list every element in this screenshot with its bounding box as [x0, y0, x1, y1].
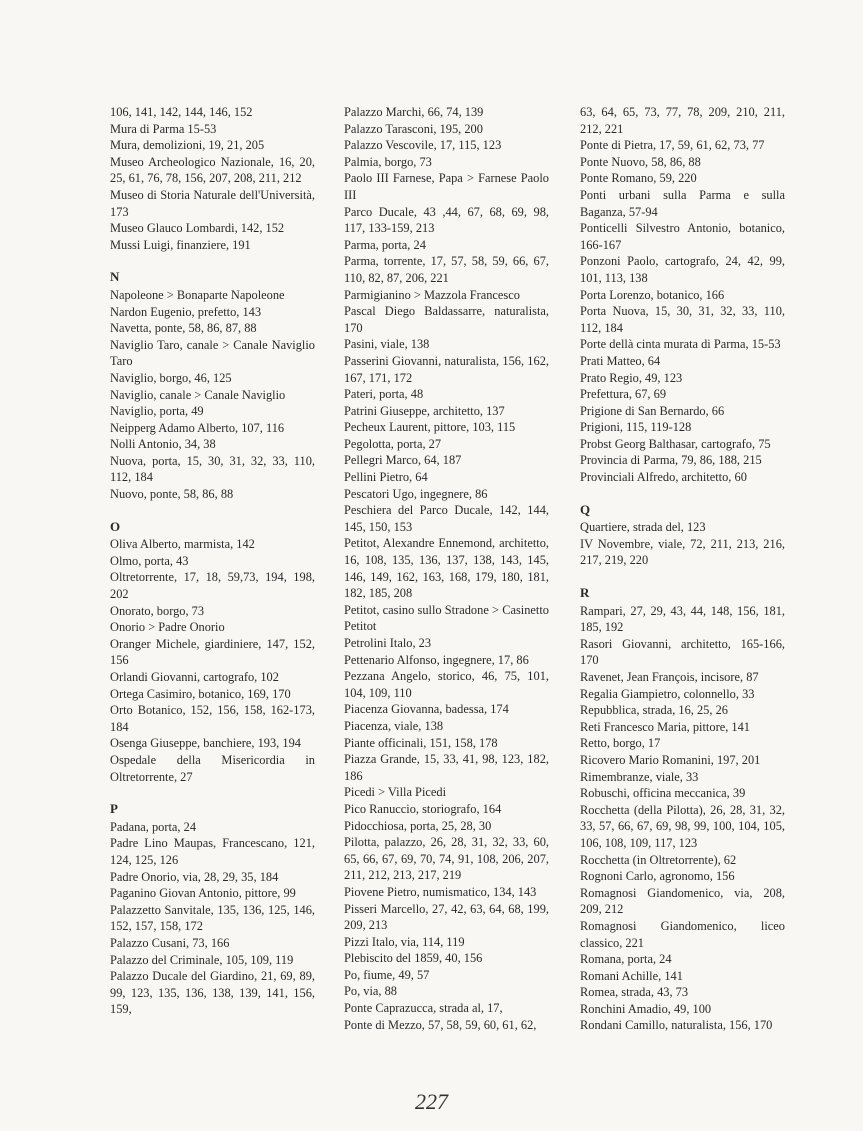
index-entry: Provinciali Alfredo, architetto, 60: [580, 470, 747, 485]
index-entry: Porte dellà cinta murata di Parma, 15-53: [580, 337, 781, 352]
index-entry: Parco Ducale, 43 ,44, 67, 68, 69, 98, 117, 133-159, 213: [344, 204, 549, 236]
index-entry: Pilotta, palazzo, 26, 28, 31, 32, 33, 60, 65, 66, 67, 69, 70, 74, 91, 108, 206, 207, 211, 212, 213, 217, 219: [344, 835, 549, 883]
index-entry: Museo Glauco Lombardi, 142, 152: [110, 221, 285, 236]
index-entry: Ponzoni Paolo, cartografo, 24, 42, 99, 101, 113, 138: [580, 254, 785, 285]
index-entry: Palazzo Vescovile, 17, 115, 123: [344, 138, 502, 153]
index-entry: Rocchetta (in Oltretorrente), 62: [580, 852, 737, 867]
index-entry: Rasori Giovanni, architetto, 165-166, 170: [580, 636, 785, 668]
index-entry: Parma, torrente, 17, 57, 58, 59, 66, 67, 110, 82, 87, 206, 221: [344, 254, 549, 285]
index-entry: Naviglio, canale > Canale Naviglio: [110, 387, 286, 402]
index-entry: Petitot, Alexandre Ennemond, architetto, 16, 108, 135, 136, 137, 138, 143, 145, 146, 149, 162, 163, 168, 179, 180, 181, 182, 185, 208: [344, 536, 549, 601]
index-entry: Naviglio, porta, 49: [110, 404, 204, 419]
index-entry: Pizzi Italo, via, 114, 119: [344, 934, 465, 949]
index-entry: Pettenario Alfonso, ingegnere, 17, 86: [344, 652, 529, 667]
index-entry: Napoleone > Bonaparte Napoleone: [110, 287, 285, 302]
index-entry: Prato Regio, 49, 123: [580, 370, 683, 385]
index-entry: Naviglio Taro, canale > Canale Naviglio Taro: [110, 337, 315, 369]
index-entry: Regalia Giampietro, colonnello, 33: [580, 686, 755, 701]
index-entry: IV Novembre, viale, 72, 211, 213, 216, 217, 219, 220: [580, 536, 785, 568]
index-entry: Mussi Luigi, finanziere, 191: [110, 237, 251, 252]
index-entry: Ponte di Mezzo, 57, 58, 59, 60, 61, 62,: [344, 1017, 537, 1032]
index-entry: Rimembranze, viale, 33: [580, 769, 699, 784]
index-entry: Ortega Casimiro, botanico, 169, 170: [110, 686, 291, 701]
index-entry: Parma, porta, 24: [344, 237, 426, 252]
index-letter-heading: N: [110, 269, 120, 285]
index-entry: Petitot, casino sullo Stradone > Casinetto Petitot: [344, 602, 549, 634]
index-entry: Palazzo Cusani, 73, 166: [110, 935, 230, 950]
index-entry: Osenga Giuseppe, banchiere, 193, 194: [110, 736, 301, 751]
index-entry: Mura, demolizioni, 19, 21, 205: [110, 138, 265, 153]
page-number: 227: [415, 1089, 448, 1114]
index-entry: Romagnosi Giandomenico, liceo classico, 221: [580, 918, 785, 950]
index-entry: Museo di Storia Naturale dell'Università, 173: [110, 187, 315, 219]
index-entry: Palazzetto Sanvitale, 135, 136, 125, 146, 152, 157, 158, 172: [110, 902, 315, 934]
index-entry: Nardon Eugenio, prefetto, 143: [110, 304, 262, 319]
index-entry: Romea, strada, 43, 73: [580, 985, 689, 1000]
index-entry: Porta Lorenzo, botanico, 166: [580, 287, 725, 302]
index-entry: Palmia, borgo, 73: [344, 154, 432, 169]
index-entry: Piante officinali, 151, 158, 178: [344, 735, 498, 750]
index-entry: Museo Archeologico Nazionale, 16, 20, 25, 61, 76, 78, 156, 207, 208, 211, 212: [110, 154, 315, 186]
index-entry: Padana, porta, 24: [110, 819, 197, 834]
index-entry: Picedi > Villa Picedi: [344, 785, 447, 800]
index-entry: Paganino Giovan Antonio, pittore, 99: [110, 886, 296, 901]
index-entry: Onorato, borgo, 73: [110, 603, 205, 618]
index-entry: Petrolini Italo, 23: [344, 636, 432, 650]
index-letter-heading: R: [580, 585, 590, 601]
index-entry: Pico Ranuccio, storiografo, 164: [344, 801, 502, 816]
index-entry: Po, fiume, 49, 57: [344, 967, 430, 982]
index-entry: Oliva Alberto, marmista, 142: [110, 537, 255, 552]
index-entry: Paolo III Farnese, Papa > Farnese Paolo III: [344, 171, 549, 202]
index-entry: Ponte Nuovo, 58, 86, 88: [580, 154, 701, 169]
index-entry: Peschiera del Parco Ducale, 142, 144, 145, 150, 153: [344, 503, 549, 534]
index-entry: Piacenza Giovanna, badessa, 174: [344, 702, 509, 717]
index-entry: Ponti urbani sulla Parma e sulla Baganza, 57-94: [580, 187, 785, 219]
index-entry: Pasini, viale, 138: [344, 337, 430, 352]
index-column-2: [344, 104, 549, 1033]
index-entry: Ponticelli Silvestro Antonio, botanico, 166-167: [580, 221, 785, 252]
index-entry: Prati Matteo, 64: [580, 353, 661, 368]
index-letter-heading: O: [110, 518, 121, 534]
index-entry: Rondani Camillo, naturalista, 156, 170: [580, 1018, 773, 1033]
index-column-1: [110, 104, 315, 1018]
index-entry: Robuschi, officina meccanica, 39: [580, 786, 746, 801]
index-letter-heading: Q: [580, 501, 591, 517]
index-entry: Padre Onorio, via, 28, 29, 35, 184: [110, 869, 279, 884]
index-entry: Mura di Parma 15-53: [110, 121, 217, 136]
index-entry: 63, 64, 65, 73, 77, 78, 209, 210, 211, 212, 221: [580, 105, 785, 136]
index-entry: Prigioni, 115, 119-128: [580, 420, 692, 435]
index-entry: Orlandi Giovanni, cartografo, 102: [110, 670, 279, 684]
index-entry: Prigione di San Bernardo, 66: [580, 403, 725, 418]
index-entry: Nuova, porta, 15, 30, 31, 32, 33, 110, 112, 184: [110, 453, 315, 485]
index-entry: Porta Nuova, 15, 30, 31, 32, 33, 110, 112, 184: [580, 304, 785, 335]
index-entry: Ospedale della Misericordia in Oltretorrente, 27: [110, 752, 315, 784]
index-entry: Quartiere, strada del, 123: [580, 520, 706, 535]
index-entry: Rampari, 27, 29, 43, 44, 148, 156, 181, 185, 192: [580, 603, 785, 635]
index-entry: Ronchini Amadio, 49, 100: [580, 1001, 712, 1016]
index-entry: Padre Lino Maupas, Francescano, 121, 124, 125, 126: [110, 836, 315, 867]
index-entry: 106, 141, 142, 144, 146, 152: [110, 105, 253, 119]
index-entry: Ponte Caprazucca, strada al, 17,: [344, 1001, 503, 1016]
index-entry: Palazzo del Criminale, 105, 109, 119: [110, 952, 294, 967]
index-entry: Olmo, porta, 43: [110, 553, 189, 568]
index-entry: Pellini Pietro, 64: [344, 470, 428, 485]
index-entry: Patrini Giuseppe, architetto, 137: [344, 403, 505, 418]
index-entry: Prefettura, 67, 69: [580, 387, 667, 402]
index-entry: Piazza Grande, 15, 33, 41, 98, 123, 182, 186: [344, 752, 549, 783]
index-entry: Oranger Michele, giardiniere, 147, 152, 156: [110, 636, 315, 668]
index-entry: Piovene Pietro, numismatico, 134, 143: [344, 884, 537, 899]
index-entry: Piacenza, viale, 138: [344, 718, 444, 733]
index-entry: Provincia di Parma, 79, 86, 188, 215: [580, 453, 762, 468]
index-entry: Palazzo Tarasconi, 195, 200: [344, 121, 483, 136]
index-letter-heading: P: [110, 801, 118, 817]
index-entry: Romagnosi Giandomenico, via, 208, 209, 212: [580, 885, 785, 917]
index-entry: Nuovo, ponte, 58, 86, 88: [110, 487, 234, 502]
index-entry: Pescatori Ugo, ingegnere, 86: [344, 486, 488, 501]
index-entry: Pascal Diego Baldassarre, naturalista, 170: [344, 304, 549, 335]
index-entry: Rocchetta (della Pilotta), 26, 28, 31, 32, 33, 57, 66, 67, 69, 98, 99, 100, 104, 105, 106, 108, 109, 117, 123: [580, 802, 785, 850]
index-entry: Ricovero Mario Romanini, 197, 201: [580, 752, 761, 767]
index-entry: Retto, borgo, 17: [580, 736, 661, 751]
index-entry: Palazzo Ducale del Giardino, 21, 69, 89, 99, 123, 135, 136, 138, 139, 141, 156, 159,: [110, 969, 315, 1017]
index-entry: Pecheux Laurent, pittore, 103, 115: [344, 420, 516, 435]
index-entry: Neipperg Adamo Alberto, 107, 116: [110, 420, 285, 435]
index-entry: Naviglio, borgo, 46, 125: [110, 370, 232, 385]
index-entry: Ravenet, Jean François, incisore, 87: [580, 670, 759, 684]
index-entry: Pezzana Angelo, storico, 46, 75, 101, 104, 109, 110: [344, 669, 549, 700]
index-entry: Orto Botanico, 152, 156, 158, 162-173, 184: [110, 703, 315, 734]
index-entry: Probst Georg Balthasar, cartografo, 75: [580, 436, 771, 451]
index-entry: Repubblica, strada, 16, 25, 26: [580, 703, 728, 718]
index-entry: Pidocchiosa, porta, 25, 28, 30: [344, 818, 492, 833]
index-entry: Oltretorrente, 17, 18, 59,73, 194, 198, 202: [110, 570, 315, 602]
index-entry: Nolli Antonio, 34, 38: [110, 437, 216, 452]
index-entry: Passerini Giovanni, naturalista, 156, 162, 167, 171, 172: [344, 353, 549, 385]
index-column-3: [580, 104, 785, 1034]
index-entry: Navetta, ponte, 58, 86, 87, 88: [110, 321, 257, 336]
index-entry: Pateri, porta, 48: [344, 387, 424, 402]
index-entry: Ponte Romano, 59, 220: [580, 171, 697, 186]
index-entry: Palazzo Marchi, 66, 74, 139: [344, 105, 484, 119]
index-entry: Pegolotta, porta, 27: [344, 436, 442, 451]
index-entry: Plebiscito del 1859, 40, 156: [344, 951, 483, 966]
index-entry: Parmigianino > Mazzola Francesco: [344, 287, 520, 302]
index-entry: Onorio > Padre Onorio: [110, 620, 225, 635]
index-entry: Reti Francesco Maria, pittore, 141: [580, 719, 750, 734]
index-entry: Pisseri Marcello, 27, 42, 63, 64, 68, 199, 209, 213: [344, 901, 549, 933]
index-entry: Ponte di Pietra, 17, 59, 61, 62, 73, 77: [580, 138, 765, 153]
index-entry: Romana, porta, 24: [580, 952, 672, 967]
index-entry: Pellegri Marco, 64, 187: [344, 453, 462, 468]
index-entry: Po, via, 88: [344, 984, 398, 999]
index-entry: Romani Achille, 141: [580, 968, 683, 983]
index-entry: Rognoni Carlo, agronomo, 156: [580, 869, 735, 884]
